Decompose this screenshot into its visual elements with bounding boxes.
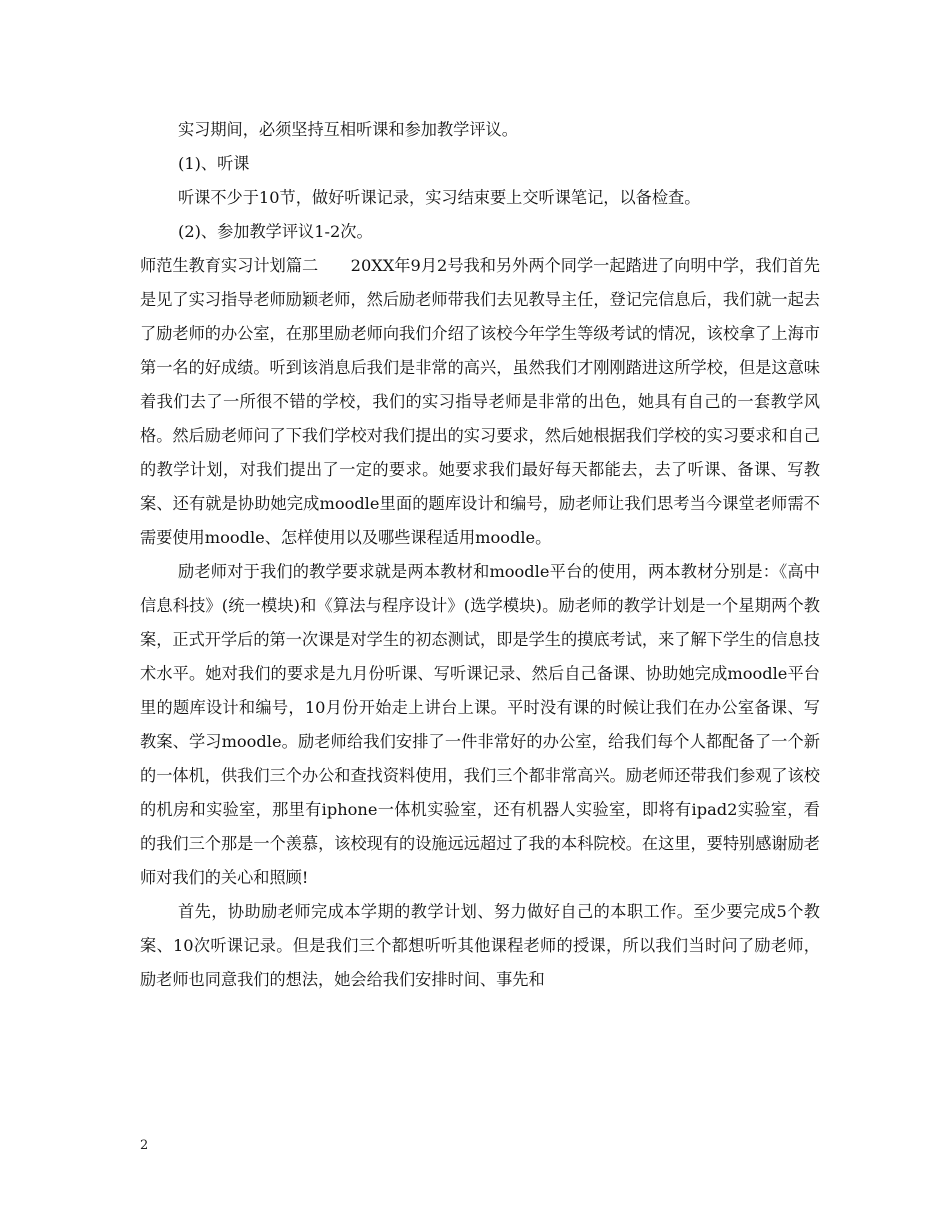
paragraph-4: (2)、参加教学评议1-2次。 (178, 222, 373, 241)
paragraph-6: 励老师对于我们的教学要求就是两本教材和moodle平台的使用，两本教材分别是：《高中信息科技》(统一模块)和《算法与程序设计》(选学模块)。励老师的教学计划是一个星期两个教案，正式开学后的第一次课是对学生的初态测试，即是学生的摸底考试，来了解下学生的信息技术水平。她对我们的要求是九月份听课、写听课记录、然后自己备课、协助她完成moodle平台里的题库设计和编号，10月份开始走上讲台上课。平时没有课的时候让我们在办公室备课、写教案、学习moodle。励老师给我们安排了一件非常好的办公室，给我们每个人都配备了一个新的一体机，供我们三个办公和查找资料使用，我们三个都非常高兴。励老师还带我们参观了该校的机房和实验室，那里有iphone一体机实验室，还有机器人实验室，即将有ipad2实验室，看的我们三个那是一个羡慕，该校现有的设施远远超过了我的本科院校。在这里，要特别感谢励老师对我们的关心和照顾! (140, 562, 820, 887)
page-body (140, 113, 820, 997)
paragraph-3: 听课不少于10节，做好听课记录，实习结束要上交听课笔记，以备检查。 (178, 188, 701, 207)
paragraph-2: (1)、听课 (178, 154, 250, 173)
paragraph-1: 实习期间，必须坚持互相听课和参加教学评议。 (178, 120, 518, 139)
page-number: 2 (140, 1138, 149, 1153)
paragraph-5: 师范生教育实习计划篇二 20XX年9月2号我和另外两个同学一起踏进了向明中学，我们首先是见了实习指导老师励颖老师，然后励老师带我们去见教导主任，登记完信息后，我们就一起去了励老师的办公室，在那里励老师向我们介绍了该校今年学生等级考试的情况，该校拿了上海市第一名的好成绩。听到该消息后我们是非常的高兴，虽然我们才刚刚踏进这所学校，但是这意味着我们去了一所很不错的学校，我们的实习指导老师是非常的出色，她具有自己的一套教学风格。然后励老师问了下我们学校对我们提出的实习要求，然后她根据我们学校的实习要求和自己的教学计划，对我们提出了一定的要求。她要求我们最好每天都能去，去了听课、备课、写教案、还有就是协助她完成moodle里面的题库设计和编号，励老师让我们思考当今课堂老师需不需要使用moodle、怎样使用以及哪些课程适用moodle。 (140, 256, 820, 547)
paragraph-7: 首先，协助励老师完成本学期的教学计划、努力做好自己的本职工作。至少要完成5个教案、10次听课记录。但是我们三个都想听听其他课程老师的授课，所以我们当时问了励老师，励老师也同意我们的想法，她会给我们安排时间、事先和 (140, 902, 820, 989)
